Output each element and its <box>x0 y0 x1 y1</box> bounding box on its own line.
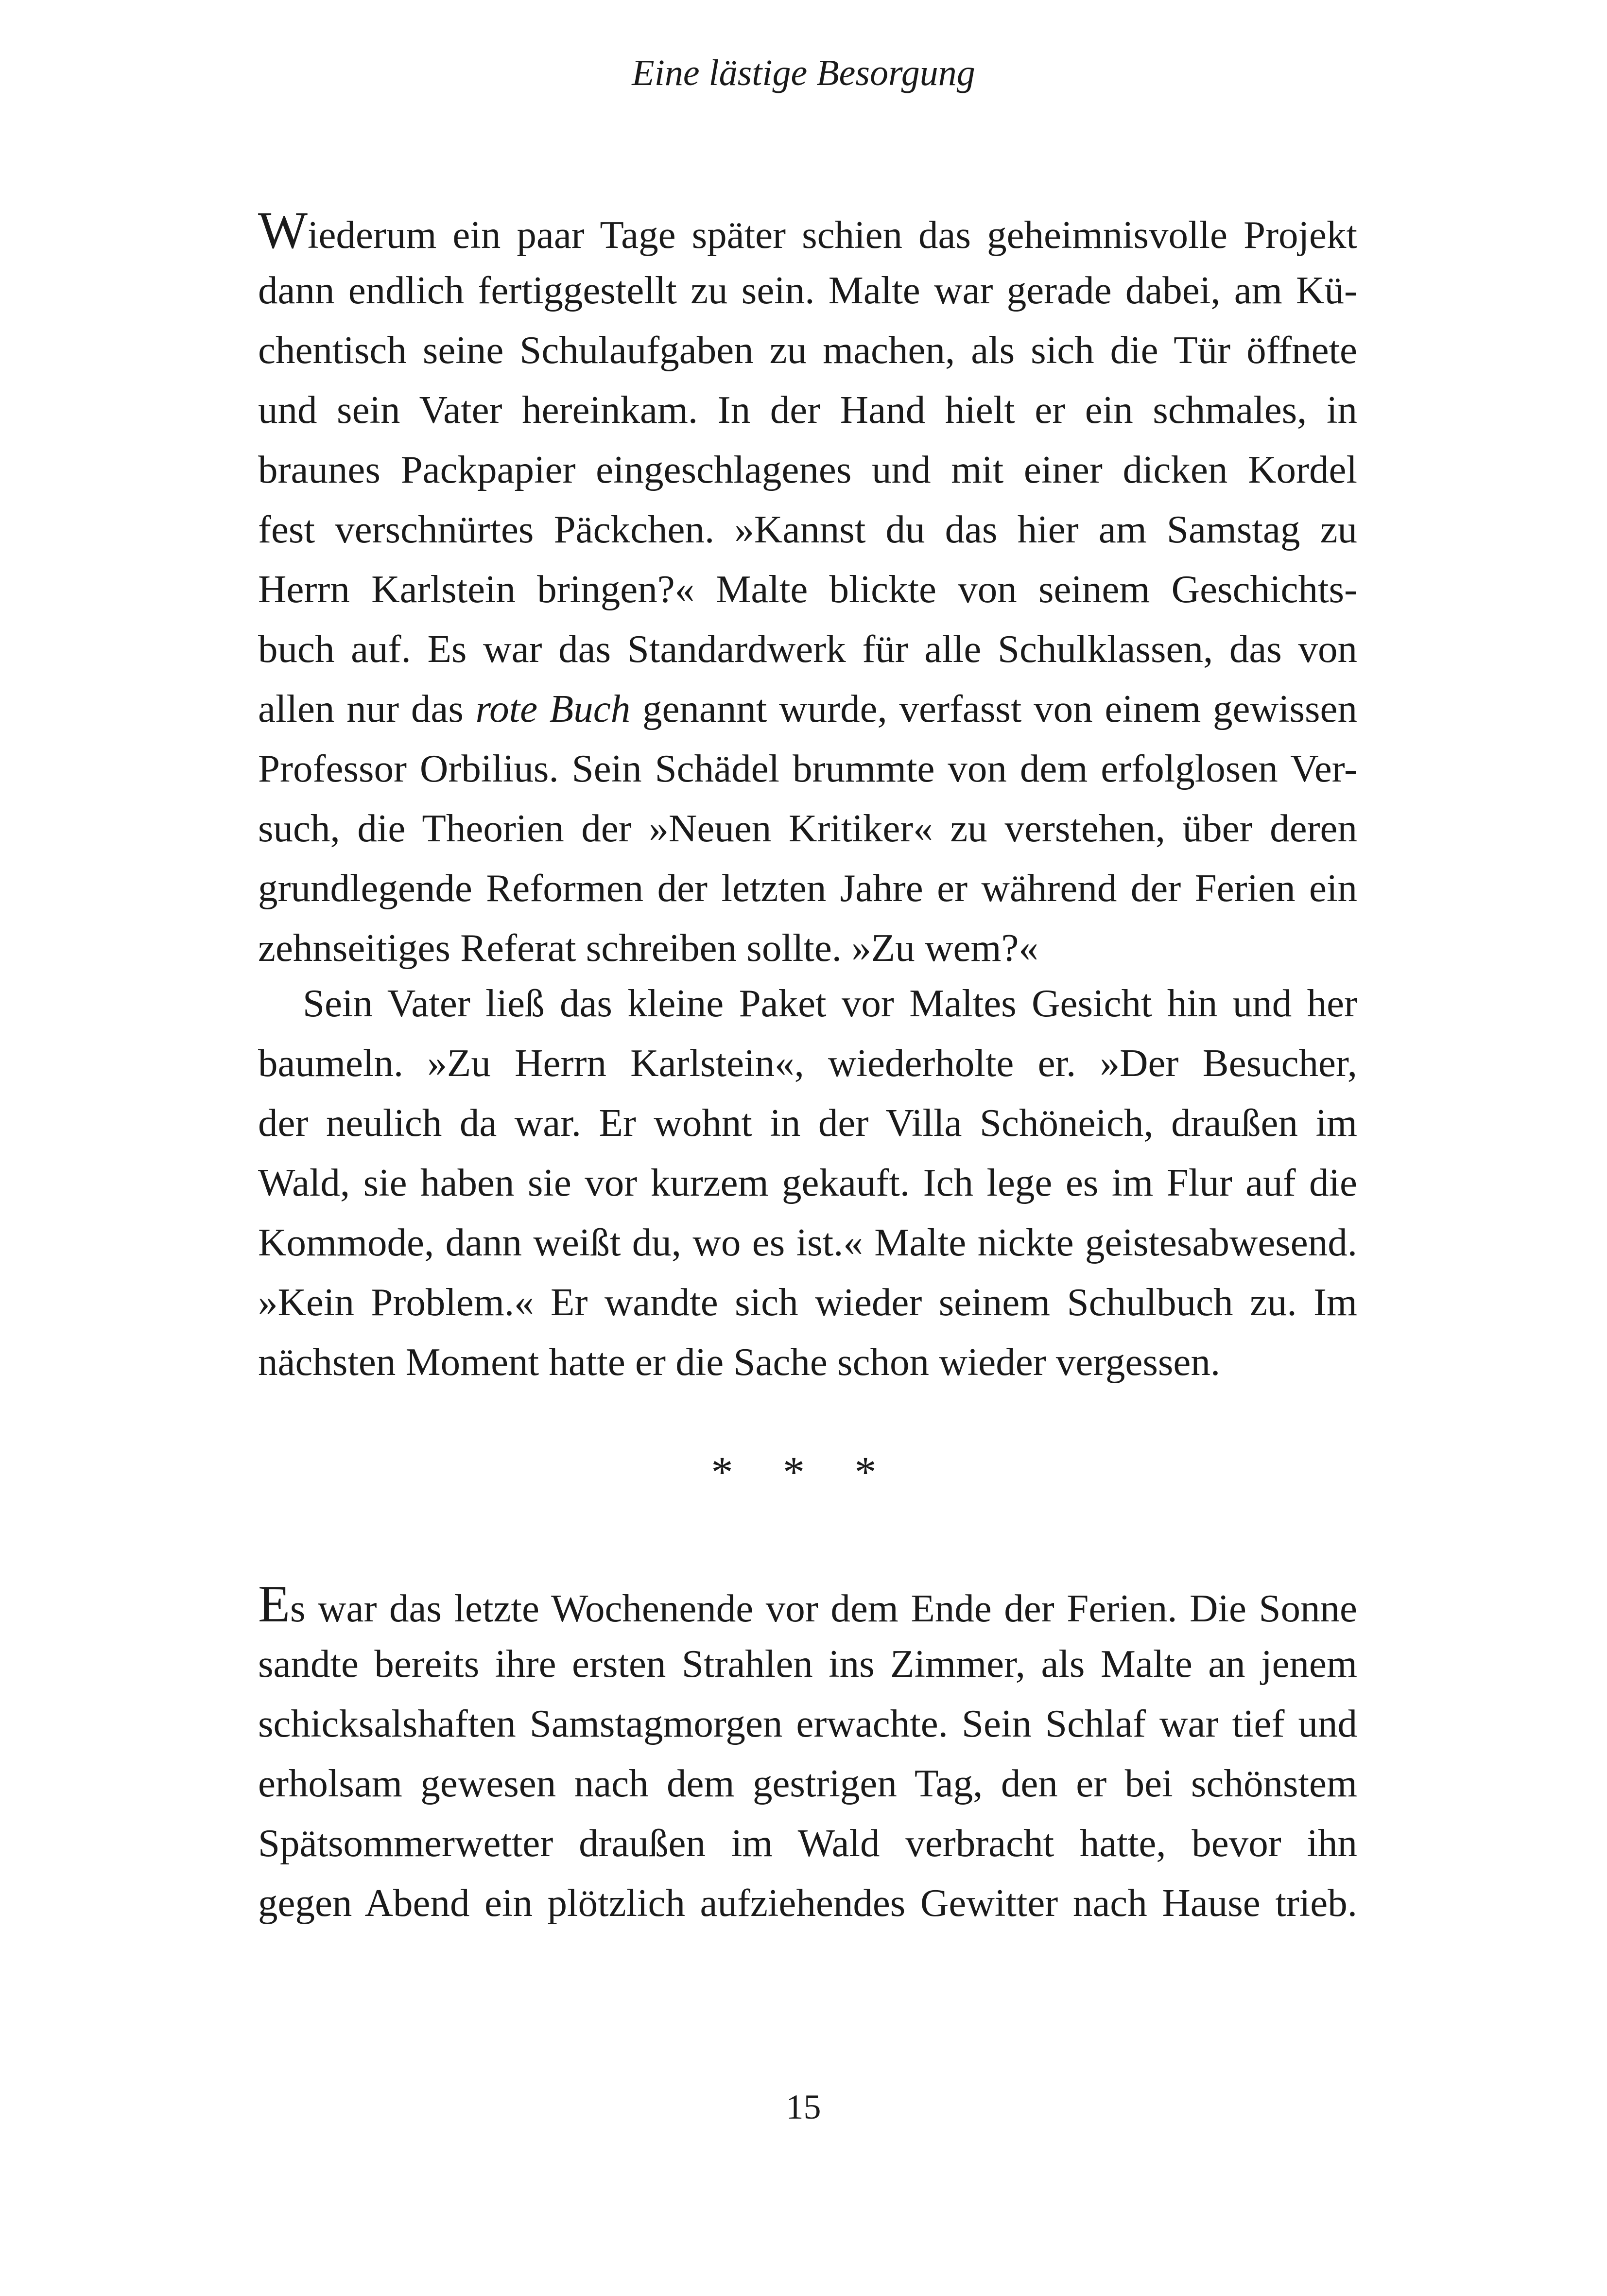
text-line: erholsam gewesen nach dem gestrigen Tag, den er bei schönstem <box>258 1761 1357 1805</box>
text-line <box>258 1574 1357 1634</box>
text-line: buch auf. Es war das Standardwerk für alle Schulklassen, das von <box>258 627 1357 671</box>
paragraph-2 <box>258 974 1357 1392</box>
text-line: und sein Vater hereinkam. In der Hand hielt er ein schmales, in <box>258 388 1357 432</box>
text-line: braunes Packpapier eingeschlagenes und mit einer dicken Kordel <box>258 448 1357 491</box>
text-line-rest: iederum ein paar Tage später schien das geheimnisvolle Projekt <box>307 213 1357 257</box>
book-title-italic: rote Buch <box>475 687 631 731</box>
text-line: schicksalshaften Samstagmorgen erwachte. Sein Schlaf war tief und <box>258 1702 1357 1745</box>
text-line: fest verschnürtes Päckchen. »Kannst du das hier am Samstag zu <box>258 507 1357 551</box>
paragraph-3 <box>258 1574 1357 1933</box>
text-line: Sein Vater ließ das kleine Paket vor Maltes Gesicht hin und her <box>303 981 1357 1025</box>
text-line: grundlegende Reformen der letzten Jahre er während der Ferien ein <box>258 866 1357 910</box>
page-number: 15 <box>786 2087 821 2126</box>
text-line: Wald, sie haben sie vor kurzem gekauft. Ich lege es im Flur auf die <box>258 1161 1357 1204</box>
text-line: Herrn Karlstein bringen?« Malte blickte von seinem Geschichts- <box>258 567 1357 611</box>
text-line <box>258 679 1357 739</box>
drop-initial: E <box>258 1575 290 1633</box>
running-header: Eine lästige Besorgung <box>632 52 975 93</box>
text-line <box>258 201 1357 261</box>
text-segment: allen nur das <box>258 687 476 731</box>
section-separator: * * * <box>711 1448 896 1496</box>
paragraph-1 <box>258 201 1357 978</box>
text-line-rest: s war das letzte Wochenende vor dem Ende der Ferien. Die Sonne <box>290 1586 1357 1630</box>
text-line: zehnseitiges Referat schreiben sollte. »Zu wem?« <box>258 926 1038 970</box>
text-line: baumeln. »Zu Herrn Karlstein«, wiederholte er. »Der Besucher, <box>258 1041 1357 1085</box>
text-line: nächsten Moment hatte er die Sache schon wieder vergessen. <box>258 1340 1221 1384</box>
text-line: Spätsommerwetter draußen im Wald verbracht hatte, bevor ihn <box>258 1821 1357 1865</box>
text-segment: genannt wurde, verfasst von einem gewissen <box>630 687 1358 731</box>
text-line: Kommode, dann weißt du, wo es ist.« Malte nickte geistesabwesend. <box>258 1220 1357 1264</box>
text-line: gegen Abend ein plötzlich aufziehendes Gewitter nach Hause trieb. <box>258 1881 1357 1925</box>
drop-initial: W <box>258 202 308 260</box>
text-line: sandte bereits ihre ersten Strahlen ins Zimmer, als Malte an jenem <box>258 1642 1357 1686</box>
text-line: Professor Orbilius. Sein Schädel brummte von dem erfolglosen Ver- <box>258 747 1357 790</box>
text-line: dann endlich fertiggestellt zu sein. Malte war gerade dabei, am Kü- <box>258 268 1357 312</box>
text-line: chentisch seine Schulaufgaben zu machen, als sich die Tür öffnete <box>258 328 1357 372</box>
text-line: such, die Theorien der »Neuen Kritiker« zu verstehen, über deren <box>258 806 1357 850</box>
text-line: »Kein Problem.« Er wandte sich wieder seinem Schulbuch zu. Im <box>258 1280 1357 1324</box>
text-line: der neulich da war. Er wohnt in der Villa Schöneich, draußen im <box>258 1101 1357 1145</box>
